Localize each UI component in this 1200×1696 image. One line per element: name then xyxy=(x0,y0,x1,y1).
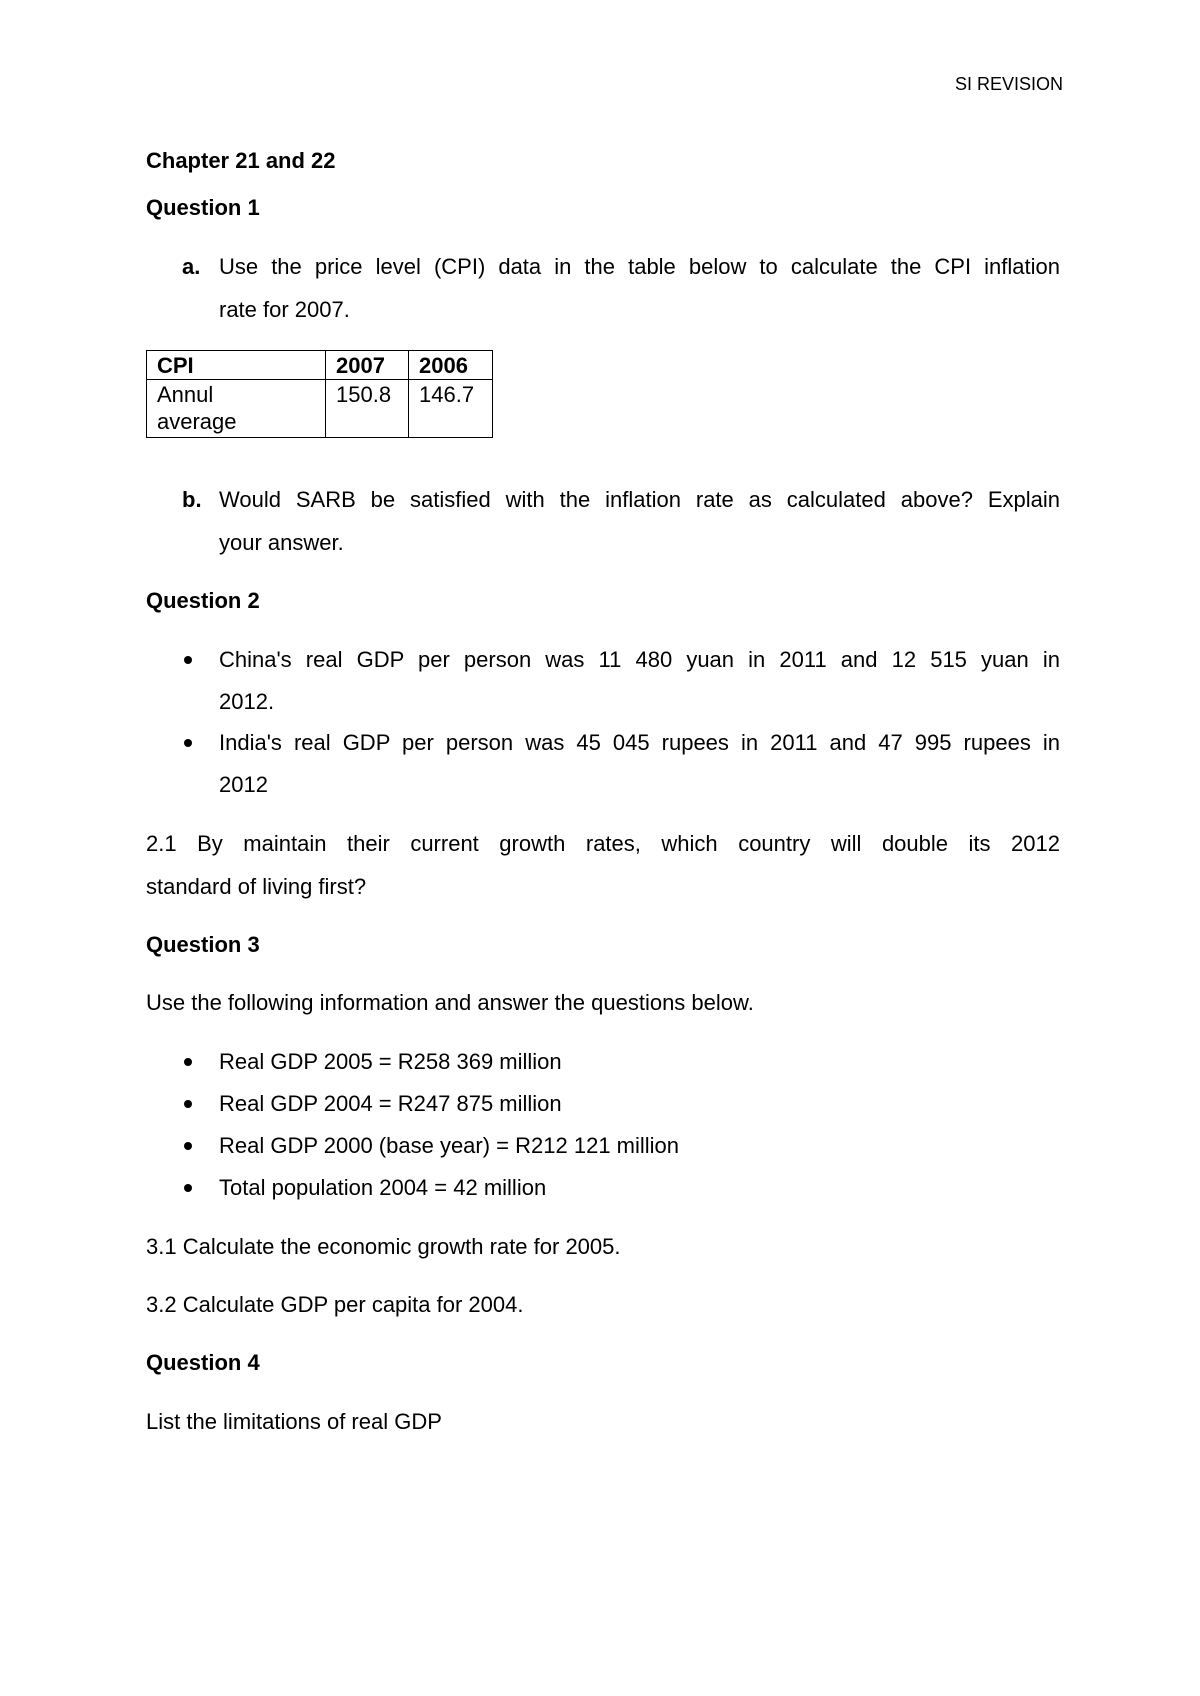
table-cell-2006: 146.7 xyxy=(409,380,493,438)
q3-bullet-3: Real GDP 2000 (base year) = R212 121 million xyxy=(219,1133,680,1158)
row-label-line1: Annul xyxy=(157,382,214,407)
table-header-cpi: CPI xyxy=(147,351,326,380)
table-row-label xyxy=(147,380,326,438)
q3-bullet-1: Real GDP 2005 = R258 369 million xyxy=(219,1049,562,1074)
q2-bullet2-line1: India's real GDP per person was 45 045 rupees in 2011 and 47 995 rupees in xyxy=(219,730,1060,755)
q3-intro: Use the following information and answer the questions below. xyxy=(146,990,754,1015)
table-header-row xyxy=(147,351,493,380)
header-label: SI REVISION xyxy=(954,74,1063,94)
q2-sub-line1: 2.1 By maintain their current growth rates, which country will double its 2012 xyxy=(146,831,1060,856)
q1-b-marker: b. xyxy=(182,487,202,512)
chapter-title: Chapter 21 and 22 xyxy=(146,148,336,173)
row-label-line2: average xyxy=(157,409,237,434)
bullet-icon xyxy=(184,1058,192,1066)
table-row xyxy=(147,380,493,438)
table-header-2007: 2007 xyxy=(326,351,409,380)
bullet-icon xyxy=(184,1142,192,1150)
q1-a-marker: a. xyxy=(182,254,201,279)
q3-sub-1: 3.1 Calculate the economic growth rate for 2005. xyxy=(146,1234,621,1259)
bullet-icon xyxy=(184,1184,192,1192)
q1-b-text-line2: your answer. xyxy=(219,530,344,555)
q2-sub-line2: standard of living first? xyxy=(146,874,367,899)
q2-bullet1-line1: China's real GDP per person was 11 480 yuan in 2011 and 12 515 yuan in xyxy=(219,647,1060,672)
q2-bullet1-line2: 2012. xyxy=(219,689,275,714)
q1-a-text-line2: rate for 2007. xyxy=(219,297,350,322)
question-2-heading: Question 2 xyxy=(146,588,260,613)
question-4-heading: Question 4 xyxy=(146,1350,260,1375)
cpi-table xyxy=(146,350,493,438)
q3-sub-2: 3.2 Calculate GDP per capita for 2004. xyxy=(146,1292,524,1317)
q3-bullet-2: Real GDP 2004 = R247 875 million xyxy=(219,1091,562,1116)
question-3-heading: Question 3 xyxy=(146,932,260,957)
table-header-2006: 2006 xyxy=(409,351,493,380)
q1-b-text-line1: Would SARB be satisfied with the inflation rate as calculated above? Explain xyxy=(219,487,1060,512)
bullet-icon xyxy=(184,739,192,747)
table-cell-2007: 150.8 xyxy=(326,380,409,438)
q3-bullet-4: Total population 2004 = 42 million xyxy=(219,1175,547,1200)
question-1-heading: Question 1 xyxy=(146,195,260,220)
bullet-icon xyxy=(184,656,192,664)
q1-a-text-line1: Use the price level (CPI) data in the table below to calculate the CPI inflation xyxy=(219,254,1060,279)
q4-text: List the limitations of real GDP xyxy=(146,1409,442,1434)
q2-bullet2-line2: 2012 xyxy=(219,772,268,797)
bullet-icon xyxy=(184,1100,192,1108)
